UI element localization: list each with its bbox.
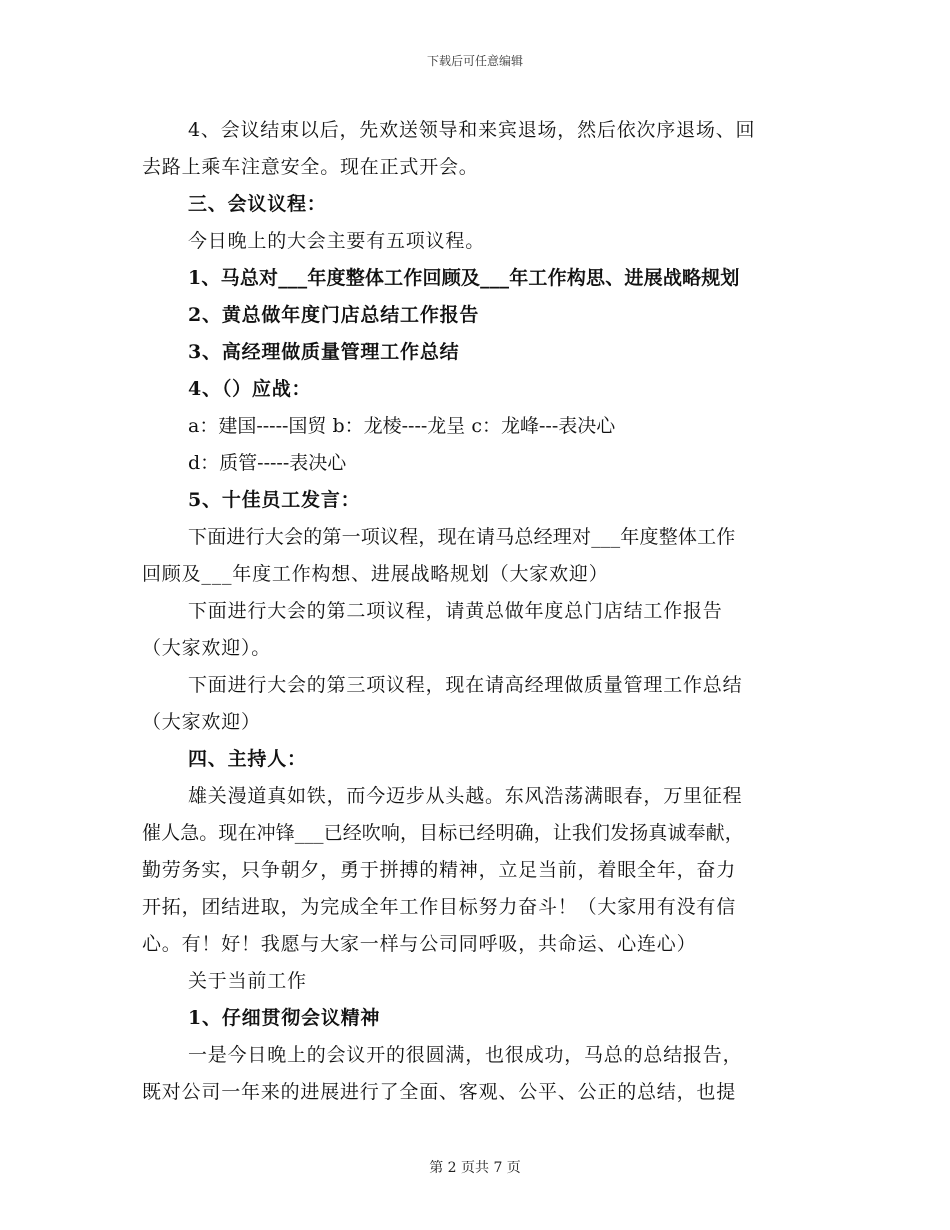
paragraph-line: 关于当前工作 <box>188 970 307 992</box>
section-heading: 四、主持人： <box>188 748 307 770</box>
section-heading: 1、仔细贯彻会议精神 <box>188 1007 381 1029</box>
agenda-item: 5、十佳员工发言： <box>188 489 361 511</box>
paragraph-line: 4、会议结束以后，先欢送领导和来宾退场，然后依次序退场、回 <box>188 119 756 141</box>
agenda-item: 2、黄总做年度门店总结工作报告 <box>188 304 480 326</box>
list-line: d：质管-----表决心 <box>188 452 347 474</box>
document-body <box>142 112 822 1111</box>
paragraph-line: 下面进行大会的第二项议程，请黄总做年度总门店结工作报告 <box>188 600 723 622</box>
agenda-item: 1、马总对___年度整体工作回顾及___年工作构思、进展战略规划 <box>188 267 740 289</box>
paragraph-line: 催人急。现在冲锋___已经吹响，目标已经明确，让我们发扬真诚奉献， <box>142 822 744 844</box>
page-header: 下载后可任意编辑 <box>426 54 523 68</box>
list-line: a：建国-----国贸 b：龙棱----龙呈 c：龙峰---表决心 <box>188 415 616 437</box>
page-footer: 第 2 页共 7 页 <box>429 1160 521 1176</box>
paragraph-line: 既对公司一年来的进展进行了全面、客观、公平、公正的总结，也提 <box>142 1081 737 1103</box>
paragraph-line: 今日晚上的大会主要有五项议程。 <box>188 230 486 252</box>
paragraph-line: （大家欢迎）。 <box>142 637 272 659</box>
paragraph-line: 一是今日晚上的会议开的很圆满，也很成功，马总的总结报告， <box>188 1044 743 1066</box>
paragraph-line: （大家欢迎） <box>142 711 261 733</box>
agenda-item: 4、（）应战： <box>188 378 312 400</box>
paragraph-line: 回顾及___年度工作构想、进展战略规划（大家欢迎） <box>142 563 609 585</box>
paragraph-line: 开拓，团结进取，为完成全年工作目标努力奋斗！（大家用有没有信 <box>142 896 737 918</box>
paragraph-line: 心。有！好！我愿与大家一样与公司同呼吸，共命运、心连心） <box>142 933 697 955</box>
paragraph-line: 去路上乘车注意安全。现在正式开会。 <box>142 156 479 178</box>
paragraph-line: 勤劳务实，只争朝夕，勇于拼搏的精神，立足当前，着眼全年，奋力 <box>142 859 737 881</box>
section-heading: 三、会议议程： <box>188 193 327 215</box>
paragraph-line: 下面进行大会的第三项议程，现在请高经理做质量管理工作总结 <box>188 674 743 696</box>
paragraph-line: 雄关漫道真如铁，而今迈步从头越。东风浩荡满眼春，万里征程 <box>188 785 743 807</box>
agenda-item: 3、高经理做质量管理工作总结 <box>188 341 460 363</box>
paragraph-line: 下面进行大会的第一项议程，现在请马总经理对___年度整体工作 <box>188 526 736 548</box>
